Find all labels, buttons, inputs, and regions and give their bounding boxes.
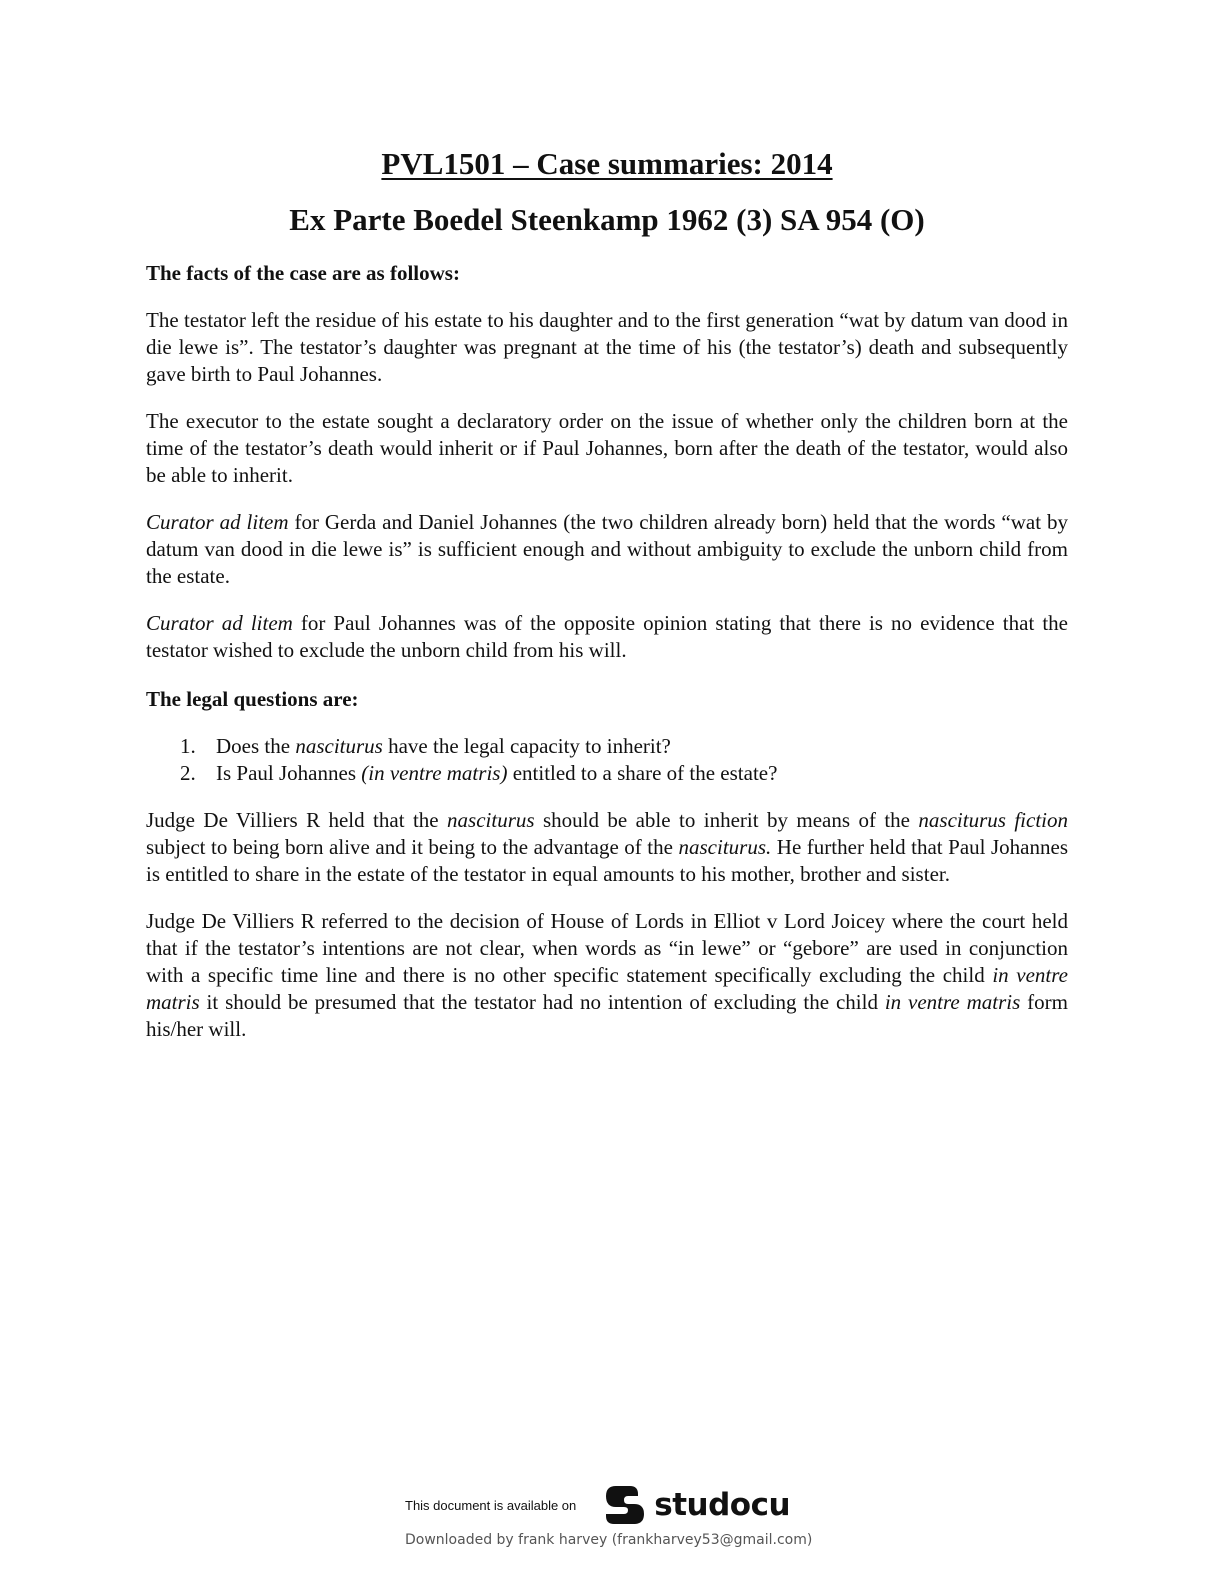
- availability-row: [405, 1480, 790, 1530]
- facts-paragraph-3-text: for Gerda and Daniel Johannes (the two children already born) held that the words “wat by datum van dood in die lewe is” is sufficient enough and without ambiguity to exclude the unborn child from the estate.: [146, 510, 1068, 588]
- page-footer: [0, 1480, 1224, 1584]
- facts-paragraph-3: [146, 509, 1068, 590]
- list-item-number: 1.: [180, 734, 196, 758]
- referred-text-3: form his/her will.: [146, 990, 1068, 1041]
- availability-text: This document is available on: [405, 1497, 577, 1513]
- held-text-1: Judge De Villiers R held that the: [146, 808, 448, 832]
- referred-text-1: Judge De Villiers R referred to the decision of House of Lords in Elliot v Lord Joicey where the court held that if the testator’s intentions are not clear, when words as “in lewe” or “gebore” are used in conjunction with a specific time line and there is no other specific statement specifically excluding the child: [146, 909, 1068, 987]
- question-text-before: Is Paul Johannes: [216, 761, 362, 785]
- curator-term: Curator ad litem: [146, 510, 289, 534]
- held-italic-3: nasciturus.: [678, 835, 772, 859]
- held-text-4: He further held that Paul Johannes is entitled to share in the estate of the testator in equal amounts to his mother, brother and sister.: [146, 835, 1068, 886]
- held-italic-1: nasciturus: [447, 808, 535, 832]
- held-italic-2: nasciturus fiction: [918, 808, 1068, 832]
- held-text-2: should be able to inherit by means of the: [534, 808, 919, 832]
- question-text-before: Does the: [216, 734, 296, 758]
- question-text-after: entitled to a share of the estate?: [507, 761, 778, 785]
- list-item-text: [216, 760, 777, 787]
- held-paragraph: [146, 807, 1068, 888]
- case-title: Ex Parte Boedel Steenkamp 1962 (3) SA 954 (O): [289, 202, 925, 237]
- document-page: [146, 146, 1068, 1043]
- list-item: [180, 760, 1068, 787]
- referred-text-2: it should be presumed that the testator had no intention of excluding the child: [199, 990, 885, 1014]
- questions-heading: The legal questions are:: [146, 687, 359, 711]
- curator-term: Curator ad litem: [146, 611, 293, 635]
- question-italic-term: nasciturus: [295, 734, 383, 758]
- question-text-after: have the legal capacity to inherit?: [382, 734, 671, 758]
- facts-heading: The facts of the case are as follows:: [146, 261, 460, 285]
- referred-paragraph: [146, 908, 1068, 1043]
- facts-paragraph-4: [146, 610, 1068, 664]
- referred-italic-2: in ventre matris: [884, 990, 1021, 1014]
- list-item-text: [216, 733, 671, 760]
- list-item: [180, 733, 1068, 760]
- studocu-brand-name: studocu: [654, 1487, 791, 1523]
- question-italic-term: (in ventre matris): [361, 761, 508, 785]
- downloaded-by-line: Downloaded by frank harvey (frankharvey53@gmail.com): [405, 1532, 813, 1548]
- held-text-3: subject to being born alive and it being to the advantage of the: [146, 835, 679, 859]
- list-item-number: 2.: [180, 761, 196, 785]
- facts-paragraph-2: The executor to the estate sought a declaratory order on the issue of whether only the children born at the time of the testator’s death would inherit or if Paul Johannes, born after the death of the testator, would also be able to inherit.: [146, 409, 1068, 487]
- facts-paragraph-4-text: for Paul Johannes was of the opposite opinion stating that there is no evidence that the testator wished to exclude the unborn child from his will.: [146, 611, 1068, 662]
- document-title: PVL1501 – Case summaries: 2014: [381, 146, 833, 181]
- legal-questions-list: [146, 733, 1068, 787]
- studocu-logo-icon: [602, 1482, 648, 1528]
- referred-italic-1: in ventre matris: [146, 963, 1068, 1014]
- facts-paragraph-1: The testator left the residue of his estate to his daughter and to the first generation “wat by datum van dood in die lewe is”. The testator’s daughter was pregnant at the time of his (the testator’s) death and subsequently gave birth to Paul Johannes.: [146, 308, 1068, 386]
- studocu-link[interactable]: [602, 1482, 790, 1528]
